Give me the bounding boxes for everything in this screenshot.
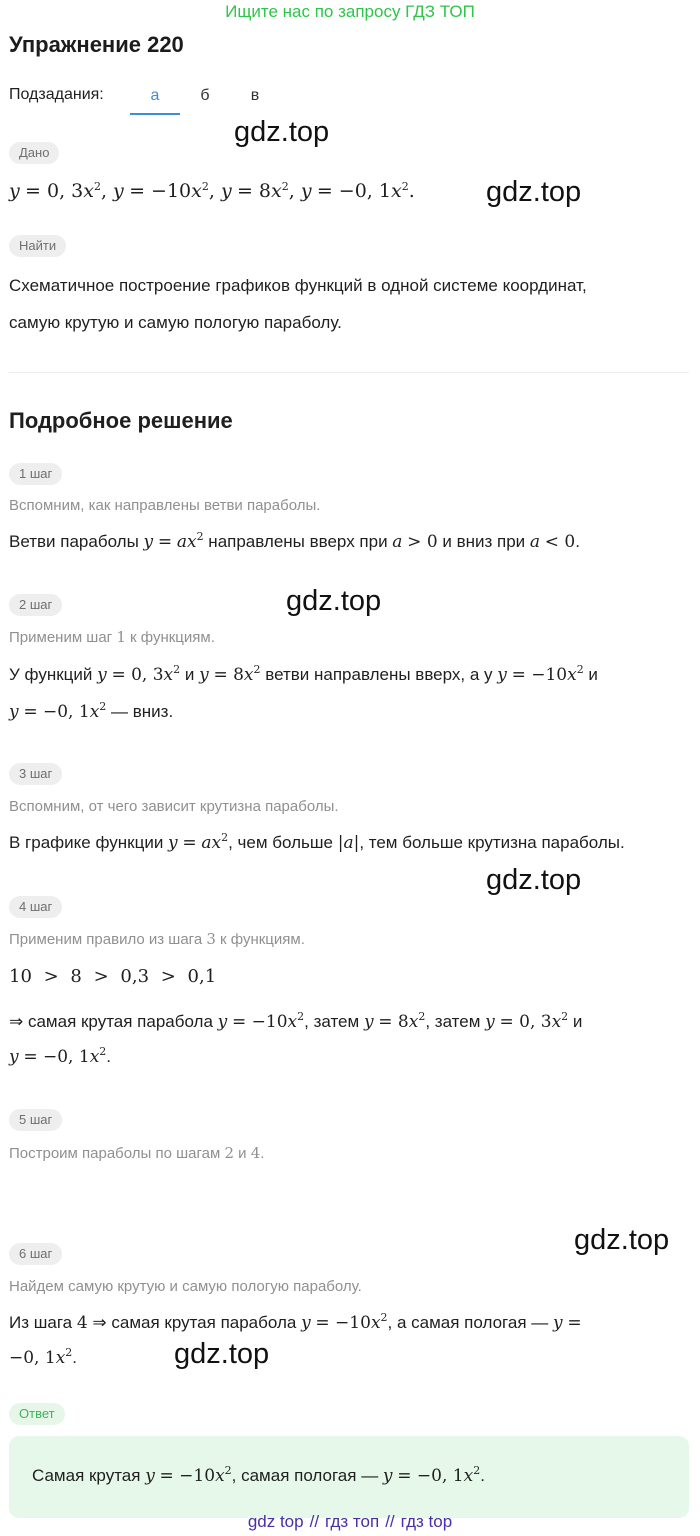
step-5-hint: Построим параболы по шагам 2 и 4.: [9, 1144, 265, 1162]
find-text-line2: самую крутую и самую пологую параболу.: [9, 313, 342, 332]
footer-separator: //: [385, 1512, 395, 1531]
step-2-hint: Применим шаг 1 к функциям.: [9, 628, 215, 646]
step-4-compare: 10 > 8 > 0,3 > 0,1: [9, 966, 217, 987]
step-5-badge: 5 шаг: [9, 1109, 62, 1131]
step-1-hint: Вспомним, как направлены ветви параболы.: [9, 497, 321, 514]
step-4-text-line2: y = −0, $1x^2$.: [9, 1045, 112, 1067]
given-badge: Дано: [9, 142, 59, 164]
step-6-text-line2: −0, $1x^2$.: [9, 1346, 78, 1368]
footer-link[interactable]: гдз top: [400, 1512, 453, 1531]
step-1-text: Ветви параболы $y = ax^2$ направлены вверх при a > 0 и вниз при a < 0.: [9, 530, 580, 552]
step-4-hint: Применим правило из шага 3 к функциям.: [9, 930, 305, 948]
step-2-text-line1: У функций y = 0, $3x^2$ и $y = 8x^2$ ветви направлены вверх, а у $y = -10x^2$ и: [9, 663, 598, 685]
page-title: Упражнение 220: [9, 32, 184, 57]
watermark: gdz.top: [486, 176, 582, 208]
watermark: gdz.top: [174, 1338, 270, 1370]
footer-link[interactable]: гдз топ: [325, 1512, 380, 1531]
find-text-line1: Схематичное построение графиков функций в одной системе координат,: [9, 276, 587, 295]
step-1-badge: 1 шаг: [9, 463, 62, 485]
answer-badge: Ответ: [9, 1403, 65, 1425]
watermark: gdz.top: [574, 1224, 670, 1256]
step-4-text-line1: ⇒ самая крутая парабола $y = -10x^2$, затем $y = 8x^2$, затем y = 0, $3x^2$ и: [9, 1010, 583, 1032]
footer-separator: //: [309, 1512, 320, 1531]
tab-b[interactable]: б: [200, 87, 210, 104]
step-6-hint: Найдем самую крутую и самую пологую параболу.: [9, 1278, 362, 1295]
solution-title: Подробное решение: [9, 408, 233, 433]
step-3-badge: 3 шаг: [9, 763, 62, 785]
footer-link[interactable]: gdz top: [247, 1512, 304, 1531]
subtasks-label: Подзадания:: [9, 86, 104, 103]
step-6-badge: 6 шаг: [9, 1243, 62, 1265]
top-banner[interactable]: Ищите нас по запросу ГДЗ ТОП: [225, 2, 475, 21]
watermark: gdz.top: [486, 864, 582, 896]
answer-text: Самая крутая $y = -10x^2$, самая пологая — y = −0, $1x^2$.: [32, 1464, 485, 1486]
footer-links: [0, 1512, 700, 1532]
tab-v[interactable]: в: [250, 87, 260, 104]
find-badge: Найти: [9, 235, 66, 257]
step-4-badge: 4 шаг: [9, 896, 62, 918]
step-6-text-line1: Из шага 4 ⇒ самая крутая парабола $y = -10x^2$, а самая пологая — y =: [9, 1311, 582, 1333]
subtask-tabs: [130, 84, 280, 115]
step-3-hint: Вспомним, от чего зависит крутизна параболы.: [9, 798, 339, 815]
divider: [9, 372, 689, 373]
step-2-text-line2: y = −0, $1x^2$ — вниз.: [9, 700, 174, 722]
watermark: gdz.top: [234, 116, 330, 148]
step-2-badge: 2 шаг: [9, 594, 62, 616]
watermark: gdz.top: [286, 585, 382, 617]
tab-a[interactable]: а: [130, 84, 180, 115]
step-3-text: В графике функции $y = ax^2$, чем больше |a|, тем больше крутизна параболы.: [9, 831, 625, 853]
given-formula: y = 0, $3x^2$, $y = -10x^2$, $y = 8x^2$, y = −0, $1x^2$.: [9, 180, 415, 202]
